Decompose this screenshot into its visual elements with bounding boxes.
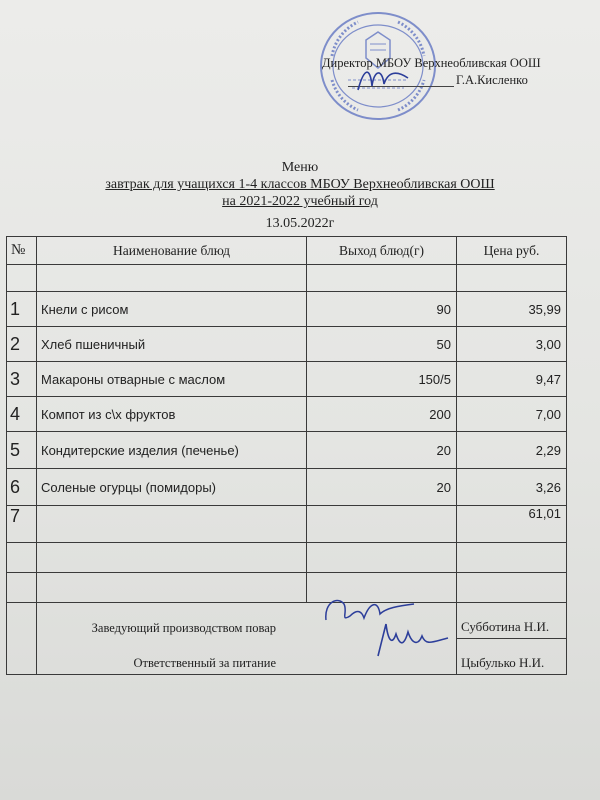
- dish-yield: 50: [307, 327, 457, 362]
- dish-yield: 200: [307, 397, 457, 432]
- dish-name: Соленые огурцы (помидоры): [37, 469, 307, 506]
- chef-name: Субботина Н.И.: [457, 603, 567, 639]
- dish-price: 9,47: [457, 362, 567, 397]
- table-row: [7, 573, 567, 603]
- dish-name: Компот из с\х фруктов: [37, 397, 307, 432]
- dish-name: Кнели с рисом: [37, 292, 307, 327]
- row-number: 1: [7, 292, 37, 327]
- dish-name: Макароны отварные с маслом: [37, 362, 307, 397]
- col-yield-header: Выход блюд(г): [307, 237, 457, 265]
- dish-yield: 90: [307, 292, 457, 327]
- chef-role: Заведующий производством повар: [37, 603, 457, 639]
- dish-price: 3,26: [457, 469, 567, 506]
- nutrition-name: Цыбулько Н.И.: [457, 639, 567, 675]
- dish-yield: 20: [307, 469, 457, 506]
- dish-name: Кондитерские изделия (печенье): [37, 432, 307, 469]
- school-year: на 2021-2022 учебный год: [222, 194, 378, 209]
- dish-name: Хлеб пшеничный: [37, 327, 307, 362]
- dish-yield: 20: [307, 432, 457, 469]
- menu-title: Меню: [281, 160, 319, 175]
- director-line: Директор МБОУ Верхнеобливская ООШ: [322, 56, 541, 70]
- table-row: [7, 362, 567, 397]
- signature-row-nutrition: [7, 639, 567, 675]
- nutrition-signature: [372, 616, 452, 660]
- nutrition-role: Ответственный за питание: [37, 639, 457, 675]
- row-number: 7: [7, 506, 37, 543]
- dish-price: 35,99: [457, 292, 567, 327]
- row-number: 6: [7, 469, 37, 506]
- col-price-header: Цена руб.: [457, 237, 567, 265]
- dish-yield: 150/5: [307, 362, 457, 397]
- signature-row-chef: [7, 603, 567, 639]
- menu-date: 13.05.2022г: [265, 216, 335, 231]
- row-number: 5: [7, 432, 37, 469]
- dish-price: 2,29: [457, 432, 567, 469]
- table-row: [7, 543, 567, 573]
- table-row: [7, 469, 567, 506]
- director-name: Г.А.Кисленко: [456, 73, 528, 87]
- menu-subtitle: завтрак для учащихся 1-4 классов МБОУ Верхнеобливская ООШ: [105, 177, 495, 192]
- dish-price: 3,00: [457, 327, 567, 362]
- total-price: 61,01: [457, 506, 567, 543]
- row-number: 4: [7, 397, 37, 432]
- table-row: [7, 292, 567, 327]
- menu-table: [6, 236, 567, 675]
- col-number-header: №: [7, 237, 37, 265]
- table-header: [7, 237, 567, 265]
- dish-price: 7,00: [457, 397, 567, 432]
- table-row: [7, 432, 567, 469]
- table-row: [7, 327, 567, 362]
- col-name-header: Наименование блюд: [37, 237, 307, 265]
- total-row: [7, 506, 567, 543]
- row-number: 3: [7, 362, 37, 397]
- director-signature: [352, 60, 412, 100]
- row-number: 2: [7, 327, 37, 362]
- table-row: [7, 265, 567, 292]
- table-row: [7, 397, 567, 432]
